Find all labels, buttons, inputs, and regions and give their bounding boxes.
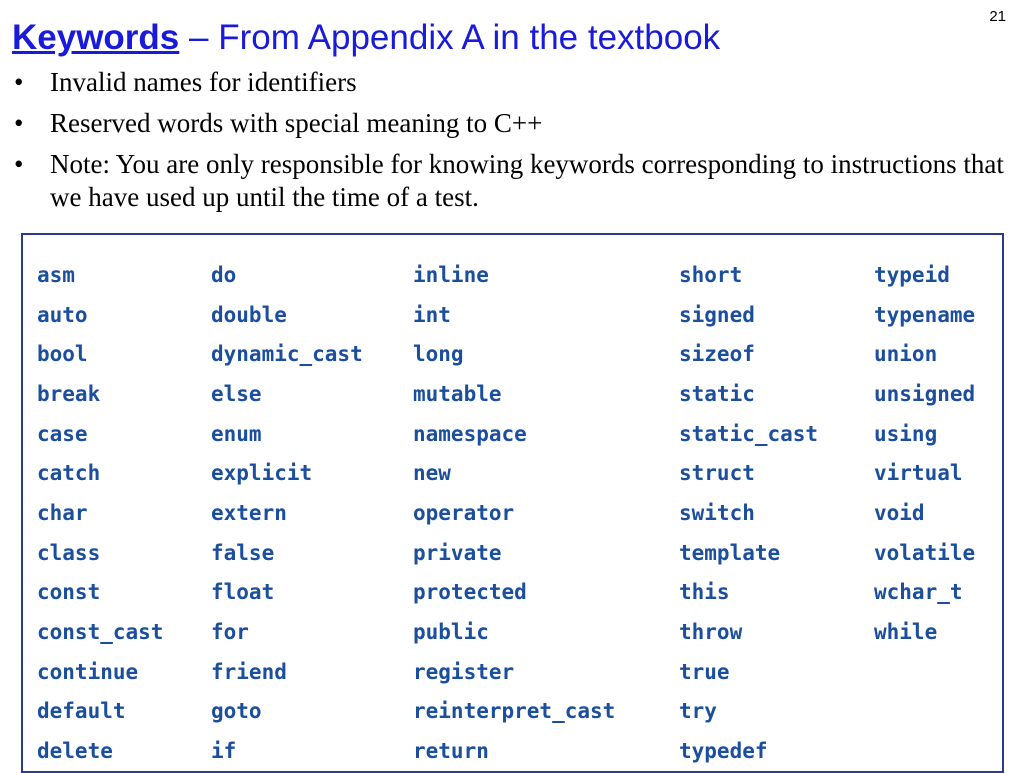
bullet-dot: • bbox=[14, 108, 24, 138]
keyword-row bbox=[23, 612, 1002, 652]
keyword-cell: delete bbox=[37, 739, 113, 764]
keyword-cell: template bbox=[679, 540, 781, 565]
keyword-row bbox=[23, 533, 1002, 573]
bullet-text: Note: You are only responsible for knowing keywords corresponding to instructions that we have used up until the time of a test. bbox=[50, 149, 1004, 212]
keyword-cell: operator bbox=[413, 500, 515, 525]
keyword-cell: try bbox=[679, 699, 717, 724]
keyword-cell: float bbox=[211, 580, 275, 605]
keyword-row bbox=[23, 692, 1002, 732]
keyword-cell: new bbox=[413, 461, 451, 486]
keyword-cell: volatile bbox=[874, 540, 976, 565]
keyword-row bbox=[23, 652, 1002, 692]
keyword-row bbox=[23, 453, 1002, 493]
keyword-cell: return bbox=[413, 739, 489, 764]
keyword-cell: else bbox=[211, 381, 262, 406]
bullet-item bbox=[12, 66, 1012, 99]
keyword-cell: friend bbox=[211, 659, 287, 684]
keyword-row bbox=[23, 374, 1002, 414]
keyword-cell: const_cast bbox=[37, 620, 164, 645]
keyword-cell: if bbox=[211, 739, 237, 764]
keyword-cell: bool bbox=[37, 342, 88, 367]
keyword-cell: union bbox=[874, 342, 938, 367]
keyword-cell: break bbox=[37, 381, 101, 406]
bullet-list bbox=[12, 66, 1012, 222]
keyword-cell: default bbox=[37, 699, 126, 724]
keyword-cell: continue bbox=[37, 659, 139, 684]
keyword-cell: namespace bbox=[413, 421, 527, 446]
keyword-cell: typedef bbox=[679, 739, 768, 764]
keyword-cell: goto bbox=[211, 699, 262, 724]
keyword-cell: double bbox=[211, 302, 287, 327]
keyword-cell: static bbox=[679, 381, 755, 406]
keyword-cell: protected bbox=[413, 580, 527, 605]
keyword-cell: typeid bbox=[874, 262, 950, 287]
keyword-cell: switch bbox=[679, 500, 755, 525]
keyword-row bbox=[23, 255, 1002, 295]
keyword-cell: class bbox=[37, 540, 101, 565]
keyword-cell: dynamic_cast bbox=[211, 342, 363, 367]
keyword-cell: short bbox=[679, 262, 743, 287]
keyword-row bbox=[23, 334, 1002, 374]
keyword-cell: auto bbox=[37, 302, 88, 327]
keyword-cell: explicit bbox=[211, 461, 313, 486]
keyword-cell: catch bbox=[37, 461, 101, 486]
bullet-dot: • bbox=[14, 149, 24, 179]
keyword-cell: register bbox=[413, 659, 515, 684]
keyword-row bbox=[23, 295, 1002, 335]
slide-title bbox=[12, 18, 720, 58]
keyword-cell: int bbox=[413, 302, 451, 327]
keyword-cell: throw bbox=[679, 620, 743, 645]
keyword-cell: this bbox=[679, 580, 730, 605]
keyword-cell: for bbox=[211, 620, 249, 645]
title-rest: – From Appendix A in the textbook bbox=[179, 18, 721, 57]
keyword-cell: true bbox=[679, 659, 730, 684]
keyword-cell: public bbox=[413, 620, 489, 645]
keyword-cell: sizeof bbox=[679, 342, 755, 367]
keyword-cell: signed bbox=[679, 302, 755, 327]
keyword-cell: inline bbox=[413, 262, 489, 287]
keyword-cell: extern bbox=[211, 500, 287, 525]
keyword-cell: struct bbox=[679, 461, 755, 486]
keyword-cell: enum bbox=[211, 421, 262, 446]
keyword-cell: virtual bbox=[874, 461, 963, 486]
keyword-row bbox=[23, 414, 1002, 454]
keyword-cell: reinterpret_cast bbox=[413, 699, 616, 724]
bullet-text: Reserved words with special meaning to C++ bbox=[50, 108, 543, 138]
keyword-cell: false bbox=[211, 540, 275, 565]
keyword-table-box bbox=[21, 233, 1004, 773]
keyword-row bbox=[23, 573, 1002, 613]
keyword-cell: private bbox=[413, 540, 502, 565]
keyword-cell: using bbox=[874, 421, 938, 446]
bullet-text: Invalid names for identifiers bbox=[50, 67, 357, 97]
slide-number: 21 bbox=[989, 8, 1006, 25]
bullet-item bbox=[12, 148, 1012, 214]
keyword-table bbox=[23, 255, 1002, 771]
keyword-cell: void bbox=[874, 500, 925, 525]
keyword-cell: mutable bbox=[413, 381, 502, 406]
title-keyword-link[interactable]: Keywords bbox=[12, 18, 180, 57]
keyword-cell: static_cast bbox=[679, 421, 819, 446]
keyword-cell: wchar_t bbox=[874, 580, 963, 605]
keyword-cell: char bbox=[37, 500, 88, 525]
keyword-cell: while bbox=[874, 620, 938, 645]
bullet-item bbox=[12, 107, 1012, 140]
bullet-dot: • bbox=[14, 67, 24, 97]
keyword-row bbox=[23, 493, 1002, 533]
keyword-cell: do bbox=[211, 262, 237, 287]
keyword-cell: const bbox=[37, 580, 101, 605]
keyword-cell: long bbox=[413, 342, 464, 367]
keyword-row bbox=[23, 731, 1002, 771]
keyword-cell: case bbox=[37, 421, 88, 446]
keyword-cell: asm bbox=[37, 262, 75, 287]
keyword-cell: typename bbox=[874, 302, 976, 327]
keyword-cell: unsigned bbox=[874, 381, 976, 406]
